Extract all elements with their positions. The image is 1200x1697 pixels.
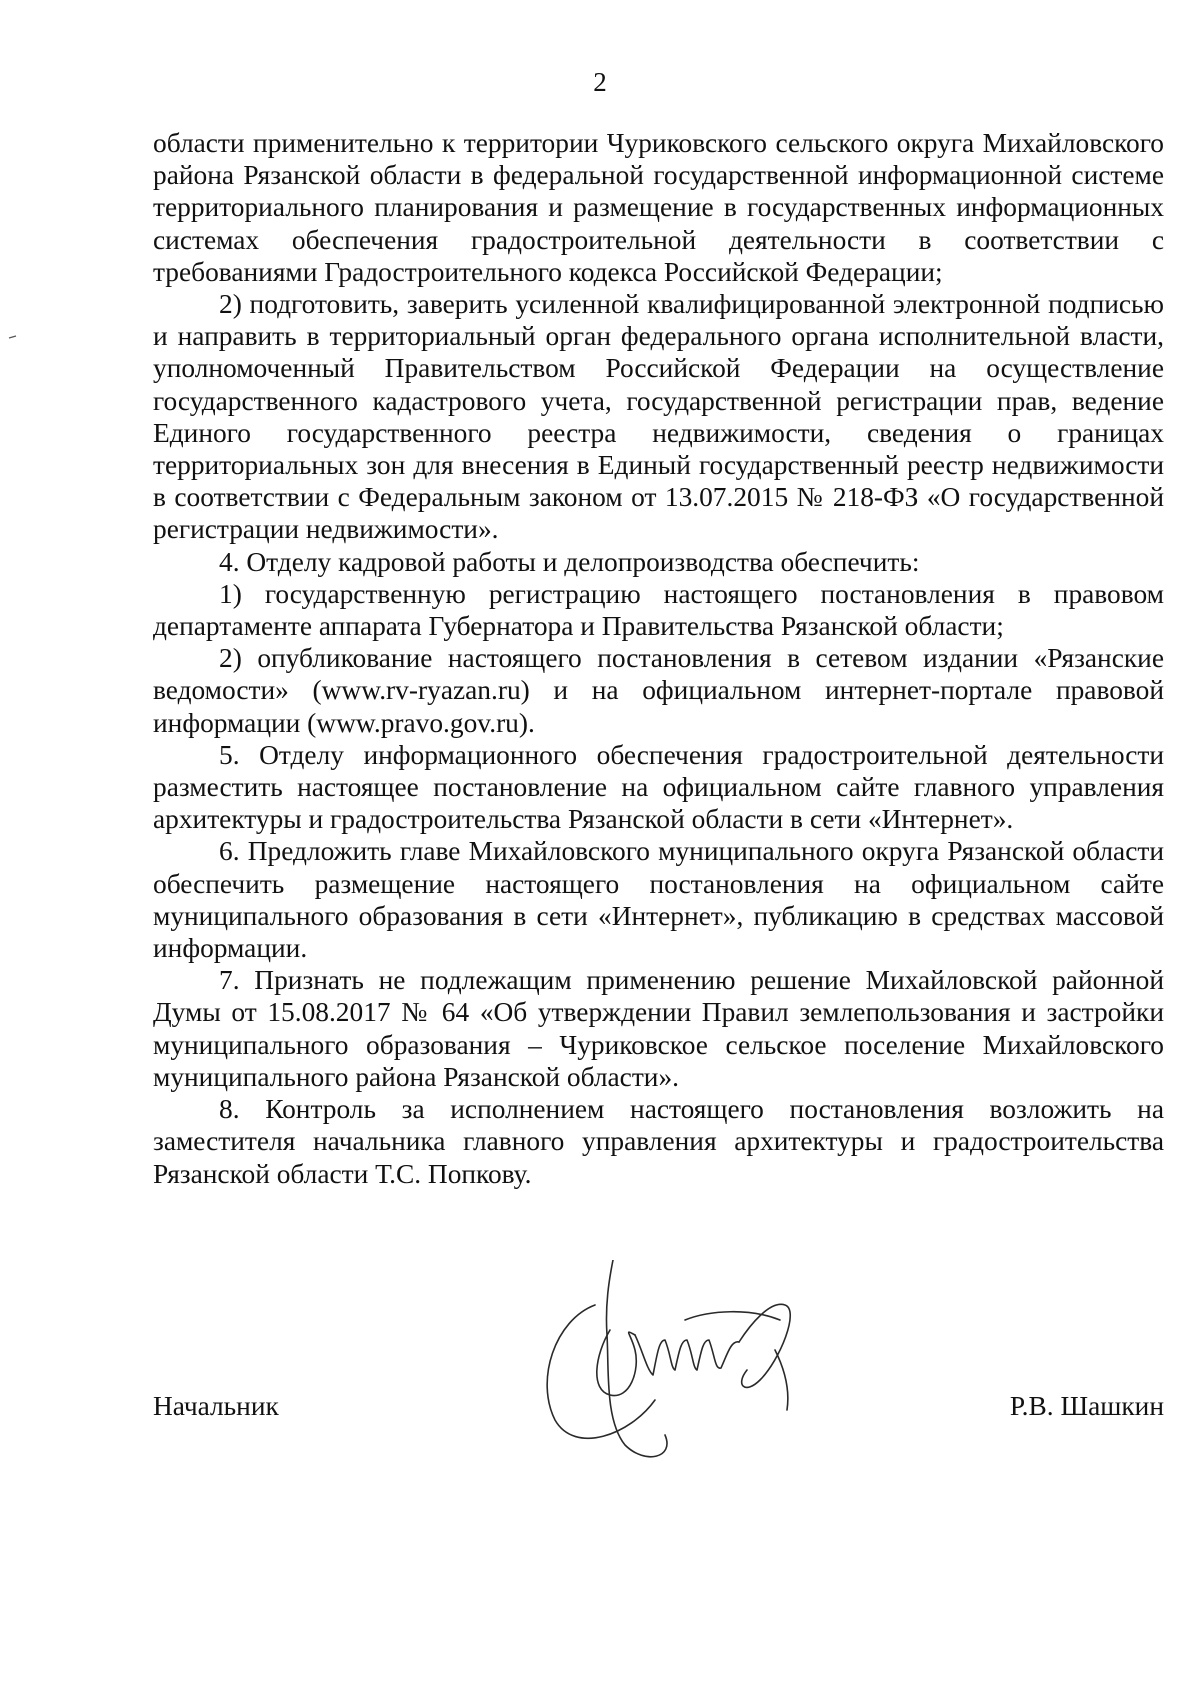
paragraph-item-4-sub-2: 2) опубликование настоящего постановления в сетевом издании «Рязанские ведомости» (www.rv-ryazan.ru) и на официальном интернет-портале правовой информации (www.pravo.gov.ru).	[153, 643, 1164, 738]
signatory-name: Р.В. Шашкин	[1009, 1391, 1164, 1421]
handwritten-signature	[535, 1260, 865, 1490]
page-number: 2	[593, 67, 607, 97]
paragraph-item-8: 8. Контроль за исполнением настоящего постановления возложить на заместителя начальника главного управления архитектуры и градостроительства Рязанской области Т.С. Попкову.	[153, 1094, 1164, 1189]
signatory-title: Начальник	[153, 1391, 279, 1421]
scan-speck	[8, 334, 18, 340]
paragraph-subitem-2: 2) подготовить, заверить усиленной квалифицированной электронной подписью и направить в территориальный орган федерального органа исполнительной власти, уполномоченный Правительством Российской Федерации на осуществление государственного кадастрового учета, государственной регистрации прав, ведение Единого государственного реестра недвижимости, сведения о границах территориальных зон для внесения в Единый государственный реестр недвижимости в соответствии с Федеральным законом от 13.07.2015 № 218-ФЗ «О государственной регистрации недвижимости».	[153, 289, 1164, 545]
paragraph-item-6: 6. Предложить главе Михайловского муниципального округа Рязанской области обеспечить размещение настоящего постановления на официальном сайте муниципального образования в сети «Интернет», публикацию в средствах массовой информации.	[153, 836, 1164, 964]
paragraph-item-7: 7. Признать не подлежащим применению решение Михайловской районной Думы от 15.08.2017 № 64 «Об утверждении Правил землепользования и застройки муниципального образования – Чуриковское сельское поселение Михайловского муниципального района Рязанской области».	[153, 965, 1164, 1092]
paragraph-item-5: 5. Отделу информационного обеспечения градостроительной деятельности разместить настоящее постановление на официальном сайте главного управления архитектуры и градостроительства Рязанской области в сети «Интернет».	[153, 739, 1164, 835]
paragraph-item-4: 4. Отделу кадровой работы и делопроизводства обеспечить:	[219, 546, 920, 577]
paragraph-continuation: области применительно к территории Чуриковского сельского округа Михайловского района Рязанской области в федеральной государственной информационной системе территориального планирования и размещение в государственных информационных системах обеспечения градостроительной деятельности в соответствии с требованиями Градостроительного кодекса Российской Федерации;	[153, 128, 1164, 287]
document-body	[153, 127, 1164, 1190]
paragraph-item-4-sub-1: 1) государственную регистрацию настоящего постановления в правовом департаменте аппарата Губернатора и Правительства Рязанской области;	[153, 578, 1164, 642]
